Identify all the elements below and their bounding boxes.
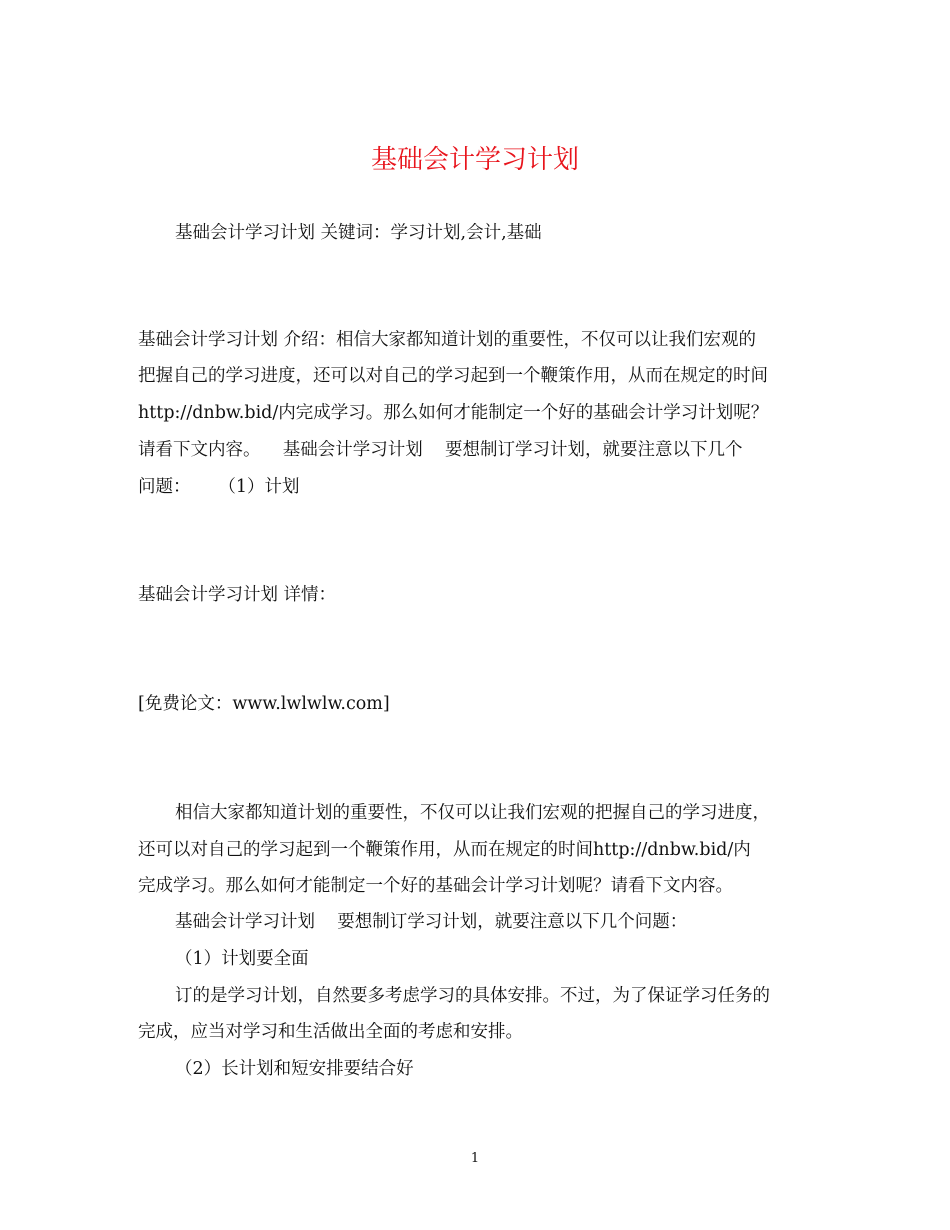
body-line-8: （2）长计划和短安排要结合好 xyxy=(175,1059,414,1079)
body-line-6: 订的是学习计划，自然要多考虑学习的具体安排。不过，为了保证学习任务的 xyxy=(175,986,770,1006)
intro-line-3: http://dnbw.bid/内完成学习。那么如何才能制定一个好的基础会计学习计划呢？ xyxy=(138,403,769,423)
details-label: 基础会计学习计划 详情： xyxy=(138,585,337,605)
document-title: 基础会计学习计划 xyxy=(370,145,579,175)
body-line-2: 还可以对自己的学习起到一个鞭策作用，从而在规定的时间http://dnbw.bid/内 xyxy=(138,840,751,860)
body-line-5: （1）计划要全面 xyxy=(175,949,309,969)
free-paper-link[interactable]: [免费论文：www.lwlwlw.com] xyxy=(138,694,390,714)
intro-line-4: 请看下文内容。 基础会计学习计划 要想制订学习计划，就要注意以下几个 xyxy=(138,440,743,460)
body-line-3: 完成学习。那么如何才能制定一个好的基础会计学习计划呢？请看下文内容。 xyxy=(138,876,733,896)
body-line-4: 基础会计学习计划 要想制订学习计划，就要注意以下几个问题： xyxy=(175,912,688,932)
intro-line-1: 基础会计学习计划 介绍：相信大家都知道计划的重要性，不仅可以让我们宏观的 xyxy=(138,330,757,350)
intro-line-2: 把握自己的学习进度，还可以对自己的学习起到一个鞭策作用，从而在规定的时间 xyxy=(138,366,768,386)
body-line-7: 完成，应当对学习和生活做出全面的考虑和安排。 xyxy=(138,1022,523,1042)
keywords-line: 基础会计学习计划 关键词：学习计划,会计,基础 xyxy=(175,223,542,243)
intro-line-5: 问题： （1）计划 xyxy=(138,477,300,497)
page-number: 1 xyxy=(470,1151,480,1166)
body-line-1: 相信大家都知道计划的重要性，不仅可以让我们宏观的把握自己的学习进度， xyxy=(175,803,770,823)
